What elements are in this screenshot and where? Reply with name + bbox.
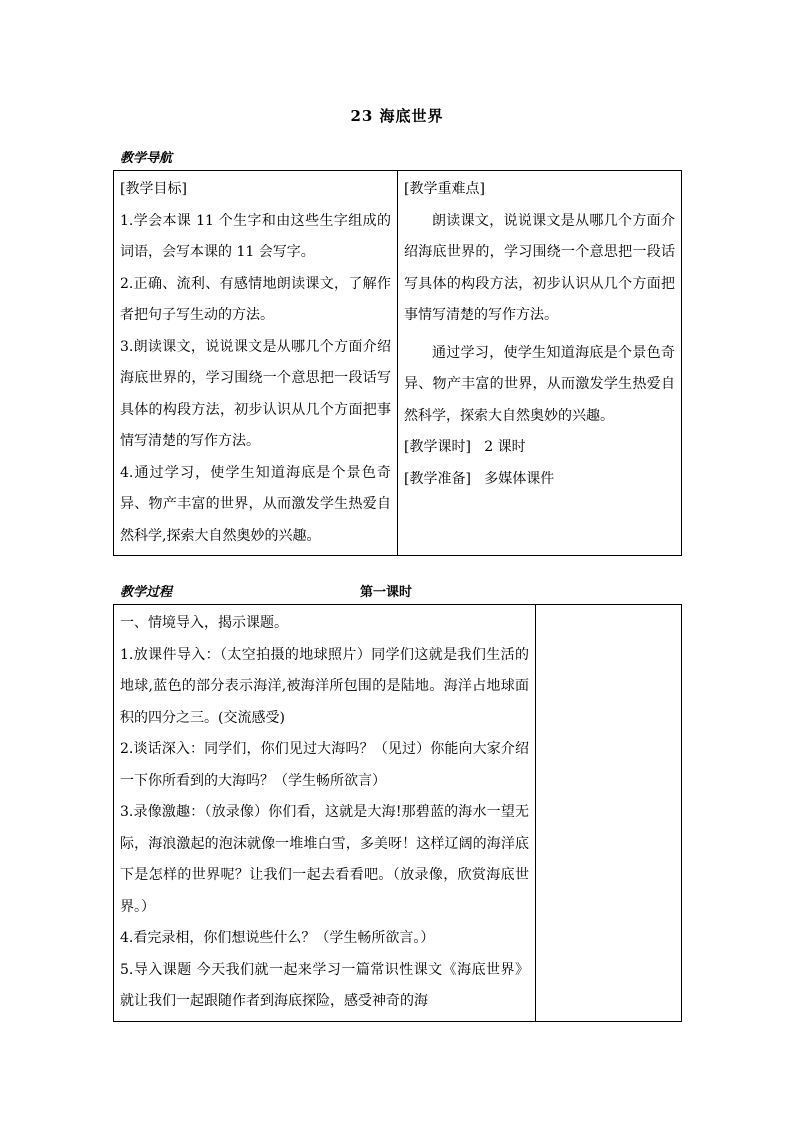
objectives-cell	[114, 171, 398, 556]
teaching-hours-label: [教学课时]	[404, 439, 471, 455]
process-step: 5.导入课题 今天我们就一起来学习一篇常识性课文《海底世界》 就让我们一起跟随作者到海底探险，感受神奇的海	[120, 961, 529, 1009]
guide-table	[113, 170, 682, 556]
objective-item: 2.正确、流利、有感情地朗读课文，了解作者把句子写生动的方法。	[120, 275, 391, 323]
process-step: 3.录像激趣：（放录像）你们看，这就是大海!那碧蓝的海水一望无际，海浪激起的泡沫就像一堆堆白雪，多美呀！这样辽阔的海洋底下是怎样的世界呢？让我们一起去看看吧。（放录像，欣赏海底世界。）	[120, 804, 529, 915]
process-step: 4.看完录相，你们想说些什么？（学生畅所欲言。）	[120, 930, 435, 946]
process-notes-cell	[536, 605, 682, 1022]
key-points-paragraph: 朗读课文，说说课文是从哪几个方面介绍海底世界的，学习围绕一个意思把一段话写具体的构段方法，初步认识从几个方面把事情写清楚的写作方法。	[404, 212, 675, 323]
teaching-process-label: 教学过程	[120, 585, 173, 600]
teaching-prep-label: [教学准备]	[404, 470, 471, 487]
process-step: 2.谈话深入：同学们，你们见过大海吗？（见过）你能向大家介绍一下你所看到的大海吗？（学生畅所欲言）	[120, 741, 529, 789]
key-points-cell	[398, 171, 682, 556]
process-table	[113, 604, 682, 1022]
objectives-heading: [教学目标]	[120, 181, 187, 197]
objective-item: 4.通过学习，使学生知道海底是个景色奇异、物产丰富的世界，从而激发学生热爱自然科学,探索大自然奥妙的兴趣。	[120, 464, 391, 544]
lesson-label: 第一课时	[360, 585, 413, 600]
objective-item: 3.朗读课文，说说课文是从哪几个方面介绍海底世界的，学习围绕一个意思把一段话写具体的构段方法，初步认识从几个方面把事情写清楚的写作方法。	[120, 338, 391, 449]
key-points-heading: [教学重难点]	[404, 181, 485, 197]
teaching-hours-row	[404, 432, 675, 464]
objective-item: 1.学会本课 11 个生字和由这些生字组成的词语，会写本课的 11 会写字。	[120, 212, 391, 260]
process-heading: 一、情境导入，揭示课题。	[120, 615, 288, 631]
teaching-guide-label: 教学导航	[120, 151, 173, 166]
key-points-paragraph: 通过学习，使学生知道海底是个景色奇异、物产丰富的世界，从而激发学生热爱自然科学，探索大自然奥妙的兴趣。	[404, 344, 675, 424]
teaching-hours-value: 2 课时	[484, 439, 526, 455]
teaching-prep-row	[404, 464, 675, 496]
teaching-prep-value: 多媒体课件	[484, 470, 555, 487]
page-title: 23 海底世界	[350, 107, 444, 125]
process-step: 1.放课件导入：（太空拍摄的地球照片）同学们这就是我们生活的地球,蓝色的部分表示海洋,被海洋所包围的是陆地。海洋占地球面积的四分之三。(交流感受)	[120, 646, 529, 726]
process-content-cell	[114, 605, 536, 1022]
